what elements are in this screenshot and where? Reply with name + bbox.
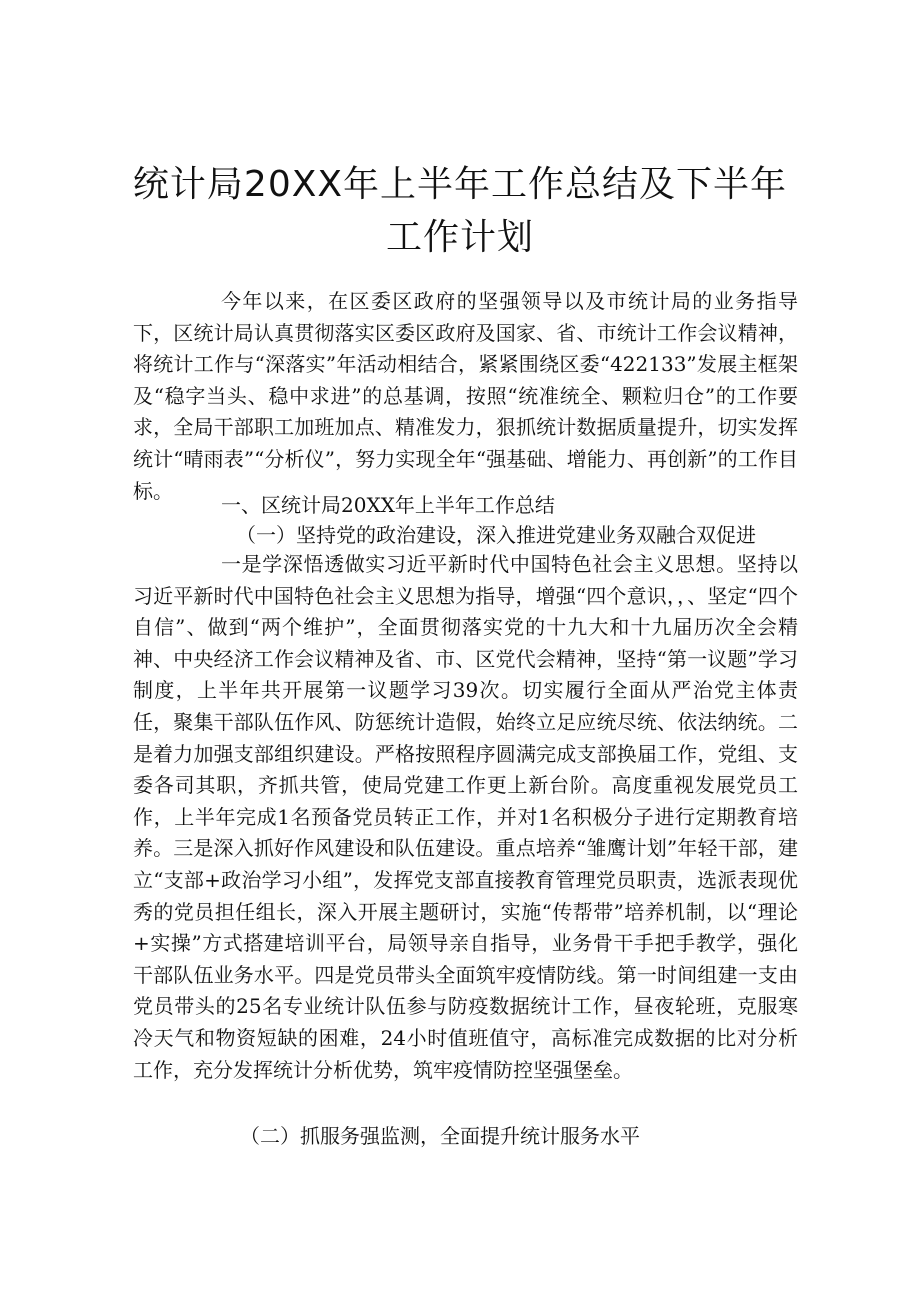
subsection-2-heading: （二）抓服务强监测，全面提升统计服务水平 (240, 1124, 640, 1148)
subsection-1-paragraph: 一是学深悟透做实习近平新时代中国特色社会主义思想。坚持以习近平新时代中国特色社会主义思想为指导，增强“四个意识，，、坚定“四个自信”、做到“两个维护”，全面贯彻落实党的十九大和十九届历次全会精神、中央经济工作会议精神及省、市、区党代会精神，坚持“第一议题”学习制度，上半年共开展第一议题学习39次。切实履行全面从严治党主体责任，聚集干部队伍作风、防惩统计造假，始终立足应统尽统、依法纳统。二是着力加强支部组织建设。严格按照程序圆满完成支部换届工作，党组、支委各司其职，齐抓共管，使局党建工作更上新台阶。高度重视发展党员工作，上半年完成1名预备党员转正工作，并对1名积极分子进行定期教育培养。三是深入抓好作风建设和队伍建设。重点培养“雏鹰计划”年轻干部，建立“支部+政治学习小组”，发挥党支部直接教育管理党员职责，选派表现优秀的党员担任组长，深入开展主题研讨，实施“传帮带”培养机制，以“理论+实操”方式搭建培训平台，局领导亲自指导，业务骨干手把手教学，强化干部队伍业务水平。四是党员带头全面筑牢疫情防线。第一时间组建一支由党员带头的25名专业统计队伍参与防疫数据统计工作，昼夜轮班，克服寒冷天气和物资短缺的困难，24小时值班值守，高标准完成数据的比对分析工作，充分发挥统计分析优势，筑牢疫情防控坚强堡垒。 (133, 552, 798, 1082)
section-1-heading: 一、区统计局20XX年上半年工作总结 (221, 493, 555, 517)
document-title-line-2: 工作计划 (385, 217, 534, 258)
document-title-line-1: 统计局20XX年上半年工作总结及下半年 (132, 164, 788, 205)
intro-paragraph: 今年以来，在区委区政府的坚强领导以及市统计局的业务指导下，区统计局认真贯彻落实区委区政府及国家、省、市统计工作会议精神，将统计工作与“深落实”年活动相结合，紧紧围绕区委“422133”发展主框架及“稳字当头、稳中求进”的总基调，按照“统准统全、颗粒归仓”的工作要求，全局干部职工加班加点、精准发力，狠抓统计数据质量提升，切实发挥统计“晴雨表”“分析仪”，努力实现全年“强基础、增能力、再创新”的工作目标。 (133, 289, 798, 503)
subsection-1-heading: （一）坚持党的政治建设，深入推进党建业务双融合双促进 (236, 523, 756, 547)
